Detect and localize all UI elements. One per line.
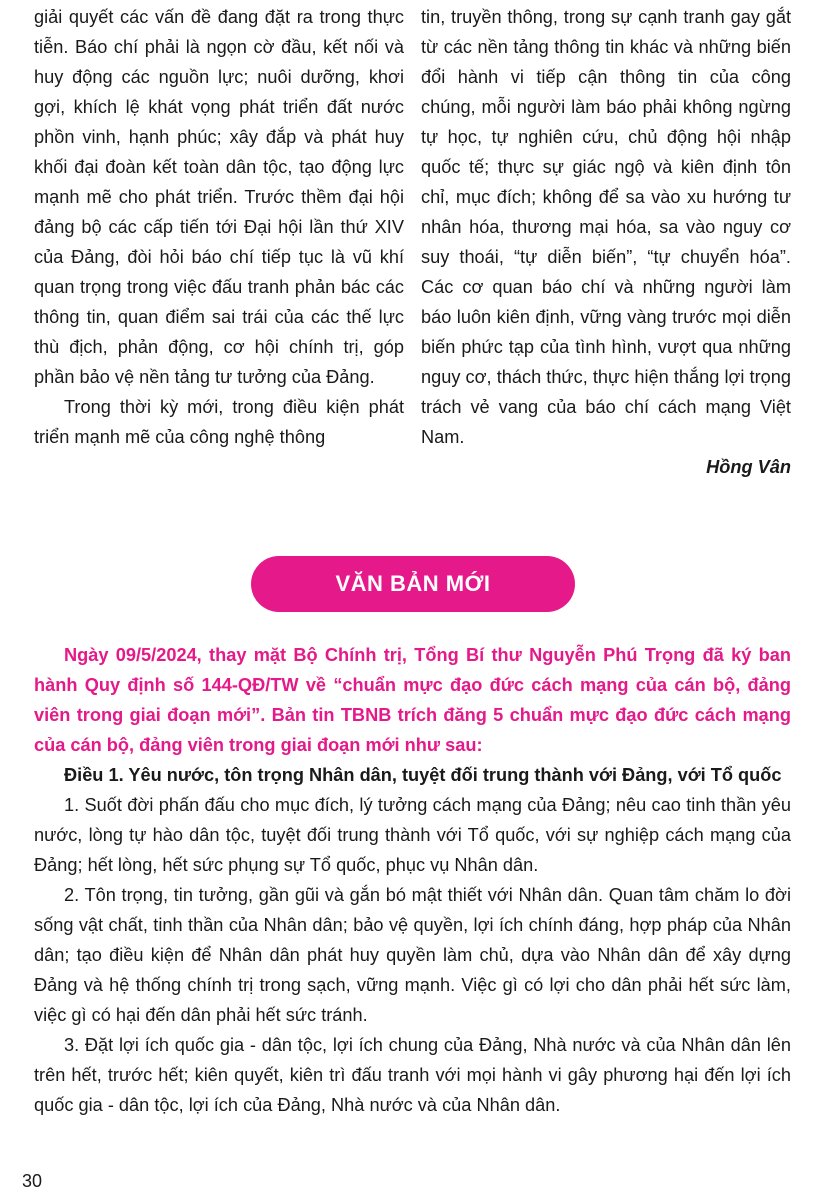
left-paragraph-1: giải quyết các vấn đề đang đặt ra trong thực tiễn. Báo chí phải là ngọn cờ đầu, kết nối và huy động các nguồn lực; nuôi dưỡng, khơi gợi, khích lệ khát vọng phát triển đất nước phồn vinh, hạnh phúc; xây đắp và phát huy khối đại đoàn kết toàn dân tộc, tạo động lực mạnh mẽ cho phát triển. Trước thềm đại hội đảng bộ các cấp tiến tới Đại hội lần thứ XIV của Đảng, đòi hỏi báo chí tiếp tục là vũ khí quan trọng trong việc đấu tranh phản bác các thông tin, quan điểm sai trái của các thế lực thù địch, phản động, cơ hội chính trị, góp phần bảo vệ nền tảng tư tưởng của Đảng. <box>34 7 404 387</box>
right-column <box>421 2 791 482</box>
article-item-2: 2. Tôn trọng, tin tưởng, gần gũi và gắn bó mật thiết với Nhân dân. Quan tâm chăm lo đời sống vật chất, tinh thần của Nhân dân; bảo vệ quyền, lợi ích chính đáng, hợp pháp của Nhân dân; tạo điều kiện để Nhân dân phát huy quyền làm chủ, dựa vào Nhân dân để xây dựng Đảng và hệ thống chính trị trong sạch, vững mạnh. Việc gì có lợi cho dân phải hết sức làm, việc gì có hại đến dân phải hết sức tránh. <box>34 885 791 1025</box>
left-column <box>34 2 404 482</box>
left-paragraph-2: Trong thời kỳ mới, trong điều kiện phát triển mạnh mẽ của công nghệ thông <box>34 397 404 447</box>
new-document-section <box>34 640 791 1120</box>
article-item-1: 1. Suốt đời phấn đấu cho mục đích, lý tưởng cách mạng của Đảng; nêu cao tinh thần yêu nước, lòng tự hào dân tộc, tuyệt đối trung thành với Tổ quốc, với sự nghiệp cách mạng của Đảng; hết lòng, hết sức phụng sự Tổ quốc, phục vụ Nhân dân. <box>34 795 791 875</box>
article-item-3: 3. Đặt lợi ích quốc gia - dân tộc, lợi ích chung của Đảng, Nhà nước và của Nhân dân lên trên hết, trước hết; kiên quyết, kiên trì đấu tranh với mọi hành vi gây phương hại đến lợi ích quốc gia - dân tộc, lợi ích của Đảng, Nhà nước và của Nhân dân. <box>34 1035 791 1115</box>
right-paragraph-1: tin, truyền thông, trong sự cạnh tranh gay gắt từ các nền tảng thông tin khác và những biến đổi hành vi tiếp cận thông tin của công chúng, mỗi người làm báo phải không ngừng tự học, tự nghiên cứu, chủ động hội nhập quốc tế; thực sự giác ngộ và kiên định tôn chỉ, mục đích; không để sa vào xu hướng tư nhân hóa, thương mại hóa, sa vào nguy cơ suy thoái, “tự diễn biến”, “tự chuyển hóa”. Các cơ quan báo chí và những người làm báo luôn kiên định, vững vàng trước mọi diễn biến phức tạp của tình hình, vượt qua những nguy cơ, thách thức, thực hiện thắng lợi trọng trách vẻ vang của báo chí cách mạng Việt Nam. <box>421 7 791 447</box>
page-number: 30 <box>22 1171 43 1191</box>
author-signature: Hồng Vân <box>706 457 791 477</box>
article-1-title: Điều 1. Yêu nước, tôn trọng Nhân dân, tuyệt đối trung thành với Đảng, với Tổ quốc <box>64 765 782 785</box>
section-banner <box>251 556 575 612</box>
two-column-article <box>34 2 791 482</box>
document-intro: Ngày 09/5/2024, thay mặt Bộ Chính trị, Tổng Bí thư Nguyễn Phú Trọng đã ký ban hành Quy định số 144-QĐ/TW về “chuẩn mực đạo đức cách mạng của cán bộ, đảng viên trong giai đoạn mới”. Bản tin TBNB trích đăng 5 chuẩn mực đạo đức cách mạng của cán bộ, đảng viên trong giai đoạn mới như sau: <box>34 645 791 755</box>
section-banner-title: VĂN BẢN MỚI <box>335 571 491 596</box>
